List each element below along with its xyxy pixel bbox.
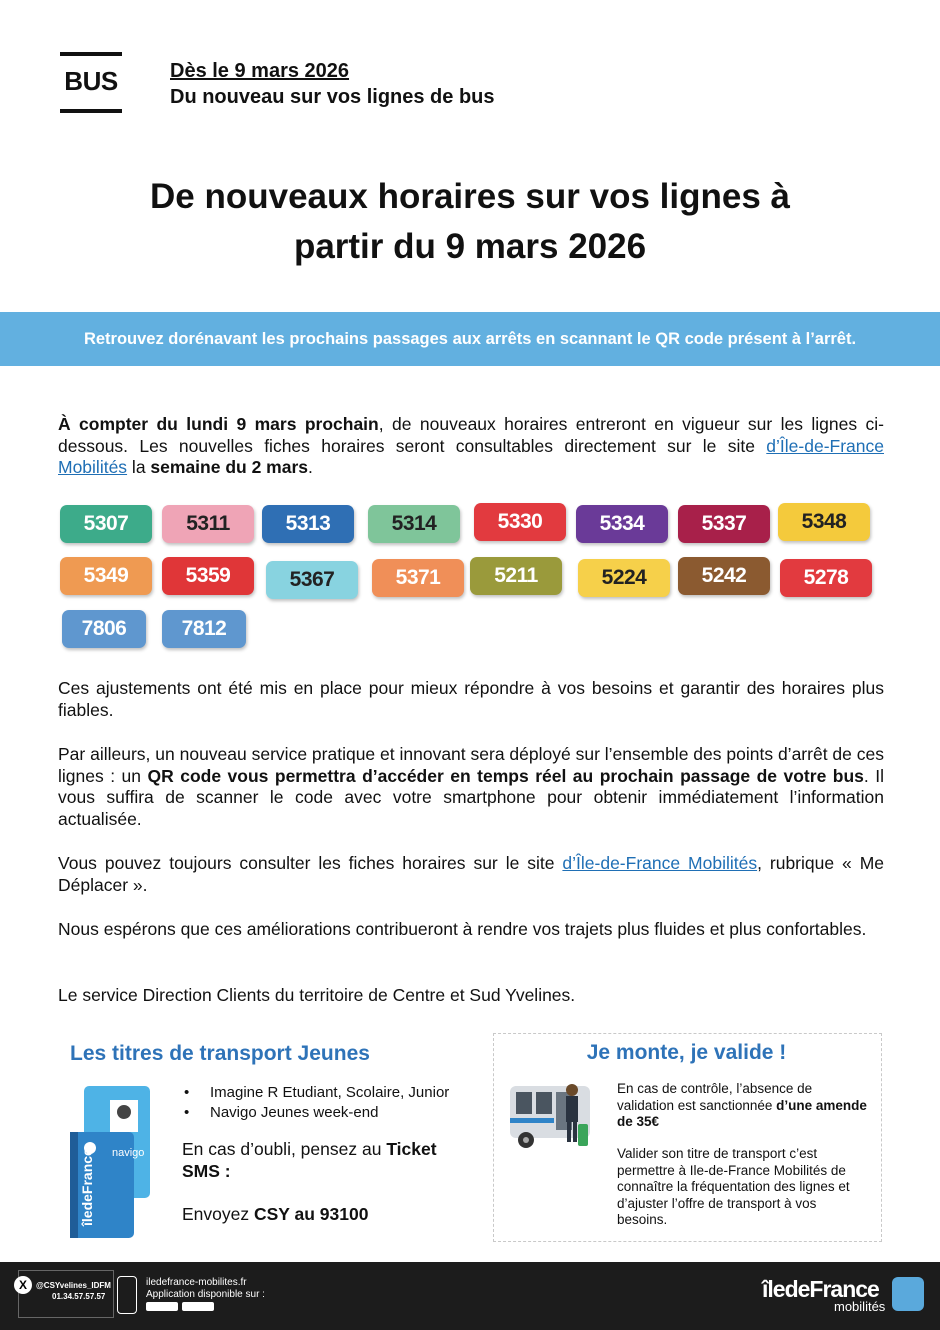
line-badge-5224: 5224 (578, 559, 670, 597)
google-play-icon[interactable] (146, 1302, 178, 1311)
line-badge-5313: 5313 (262, 505, 354, 543)
app-availability: Application disponible sur : (146, 1289, 265, 1300)
line-badge-5211: 5211 (470, 557, 562, 595)
line-badge-7806: 7806 (62, 610, 146, 648)
line-badge-7812: 7812 (162, 610, 246, 648)
adjust-paragraph: Ces ajustements ont été mis en place pour mieux répondre à vos besoins et garantir des horaires plus fiables. (58, 678, 884, 720)
page-title (60, 172, 880, 272)
list-item: • Imagine R Etudiant, Scolaire, Junior (182, 1083, 449, 1103)
idfm-logo-subtext: mobilités (834, 1299, 886, 1314)
phone-number: 01.34.57.57.57 (52, 1292, 106, 1301)
idfm-logo-icon (892, 1277, 924, 1311)
qr-bold: QR code vous permettra d’accéder en temps réel au prochain passage de votre bus (147, 765, 864, 786)
intro-bold-week: semaine du 2 mars (150, 457, 308, 477)
line-badge-5348: 5348 (778, 503, 870, 541)
line-badge-5349: 5349 (60, 557, 152, 595)
idfm-logo-text: îledeFrance (762, 1276, 879, 1302)
line-badge-5359: 5359 (162, 557, 254, 595)
x-twitter-icon[interactable]: X (14, 1276, 32, 1294)
validate-fine-text: En cas de contrôle, l’absence de validation est sanctionnée d’une amende de 35€ (617, 1081, 867, 1130)
signature-paragraph: Le service Direction Clients du territoire de Centre et Sud Yvelines. (58, 985, 576, 1005)
bus-logo (60, 52, 122, 114)
sms-send: Envoyez CSY au 93100 (182, 1204, 369, 1224)
navigo-card-illustration (70, 1086, 152, 1238)
bus-passenger-illustration (508, 1080, 608, 1162)
app-store-icon[interactable] (182, 1302, 214, 1311)
sms-bold: Ticket SMS : (182, 1139, 437, 1181)
bus-logo-text: BUS (64, 66, 118, 96)
idfm-link[interactable]: d’Île-de-France Mobilités (58, 435, 884, 477)
intro-paragraph: À compter du lundi 9 mars prochain, de nouveaux horaires entreront en vigueur sur les lignes ci-dessous. Les nouvelles fiches horaires seront consultables directement sur le site d’Île-de-France Mobilités la semaine du 2 mars. (58, 414, 885, 477)
sms-reminder: En cas d’oubli, pensez au Ticket SMS : (182, 1139, 437, 1181)
title-line-1: De nouveaux horaires sur vos lignes à (150, 177, 790, 216)
list-item: • Navigo Jeunes week-end (182, 1103, 449, 1123)
line-badge-5278: 5278 (780, 559, 872, 597)
smartphone-icon (117, 1276, 137, 1314)
consult-paragraph: Vous pouvez toujours consulter les fiches horaires sur le site d’Île-de-France Mobilités, rubrique « Me Déplacer ». (58, 853, 884, 895)
young-title-list (182, 1083, 449, 1123)
line-badge-5242: 5242 (678, 557, 770, 595)
fine-amount: d’une amende de 35€ (617, 1097, 867, 1130)
header-subtitle: Du nouveau sur vos lignes de bus (170, 86, 495, 108)
idfm-link-2[interactable]: d’Île-de-France Mobilités (562, 853, 758, 873)
social-handle[interactable]: @CSYvelines_IDFM (36, 1281, 111, 1290)
hope-paragraph: Nous espérons que ces améliorations contribueront à rendre vos trajets plus fluides et plus confortables. (58, 919, 867, 939)
line-badge-5367: 5367 (266, 561, 358, 599)
validate-title: Je monte, je valide ! (586, 1041, 787, 1064)
qr-banner: Retrouvez dorénavant les prochains passages aux arrêts en scannant le QR code présent à l’arrêt. (0, 312, 940, 366)
card-brand-label: îledeFrance (79, 1148, 95, 1226)
footer-site[interactable]: iledefrance-mobilites.fr (146, 1277, 247, 1288)
qr-paragraph: Par ailleurs, un nouveau service pratique et innovant sera déployé sur l’ensemble des points d’arrêt de ces lignes : un QR code vous permettra d’accéder en temps réel au prochain passage de votre bus. Il vous suffira de scanner le code avec votre smartphone pour obtenir immédiatement l’information actualisée. (58, 744, 884, 829)
young-title: Les titres de transport Jeunes (70, 1042, 370, 1065)
sms-code: CSY au 93100 (253, 1204, 369, 1224)
card-navigo-label: navigo (112, 1147, 145, 1159)
line-badge-5337: 5337 (678, 505, 770, 543)
intro-bold-date: À compter du lundi 9 mars prochain (58, 414, 379, 434)
title-line-2: partir du 9 mars 2026 (293, 227, 647, 266)
line-badge-5330: 5330 (474, 503, 566, 541)
header-date: Dès le 9 mars 2026 (170, 60, 350, 82)
validate-purpose-text: Valider son titre de transport c’est permettre à Ile-de-France Mobilités de connaître la fréquentation des lignes et d’ajuster l’offre de transport à vos besoins. (617, 1146, 850, 1228)
line-badge-5314: 5314 (368, 505, 460, 543)
line-badge-5334: 5334 (576, 505, 668, 543)
line-badge-5307: 5307 (60, 505, 152, 543)
line-badge-5311: 5311 (162, 505, 254, 543)
line-badge-5371: 5371 (372, 559, 464, 597)
